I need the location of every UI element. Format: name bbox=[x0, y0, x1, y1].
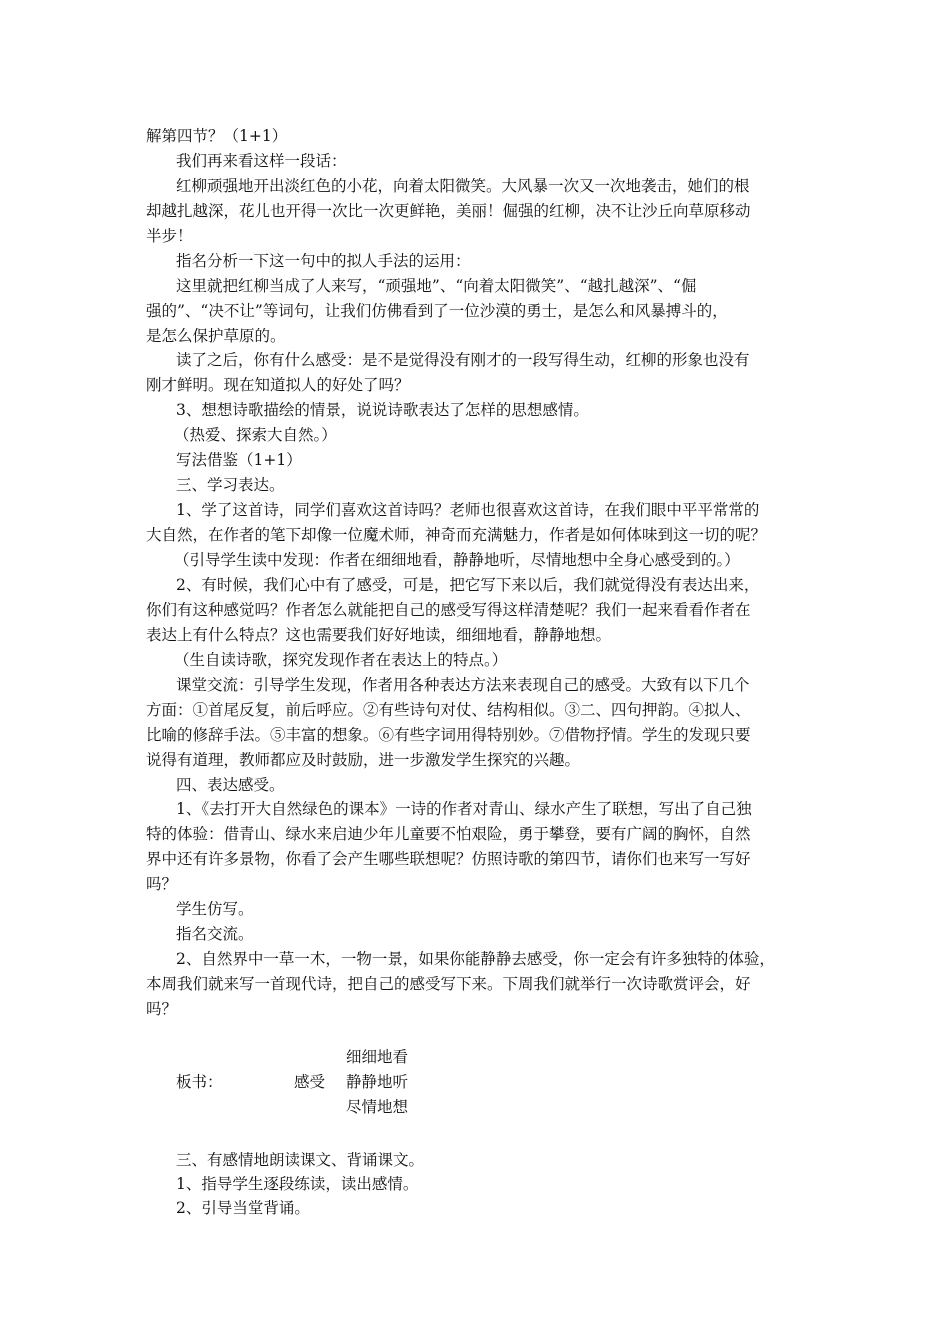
paragraph: 方面：①首尾反复，前后呼应。②有些诗句对仗、结构相似。③二、四句押韵。④拟人、 bbox=[146, 701, 751, 719]
paragraph: （引导学生读中发现：作者在细细地看，静静地听，尽情地想中全身心感受到的。） bbox=[174, 551, 740, 569]
paragraph: 半步！ bbox=[146, 227, 193, 245]
blackboard-item: 细细地看 bbox=[346, 1048, 409, 1066]
paragraph: 四、表达感受。 bbox=[176, 776, 285, 794]
paragraph: 课堂交流：引导学生发现，作者用各种表达方法来表现自己的感受。大致有以下几个 bbox=[176, 676, 750, 694]
paragraph: 指名分析一下这一句中的拟人手法的运用： bbox=[176, 252, 471, 270]
blackboard-center: 感受 bbox=[294, 1073, 326, 1091]
paragraph: 2、有时候，我们心中有了感受，可是，把它写下来以后，我们就觉得没有表达出来， bbox=[176, 576, 760, 594]
paragraph: 这里就把红柳当成了人来写，“顽强地”、“向着太阳微笑”、“越扎越深”、“倔 bbox=[176, 277, 697, 295]
paragraph: 我们再来看这样一段话： bbox=[176, 152, 347, 170]
closing-line: 1、指导学生逐段练读，读出感情。 bbox=[176, 1175, 419, 1193]
paragraph: 学生仿写。 bbox=[176, 900, 254, 918]
paragraph: （热爱、探索大自然。） bbox=[174, 426, 337, 444]
paragraph: 红柳顽强地开出淡红色的小花，向着太阳微笑。大风暴一次又一次地袭击，她们的根 bbox=[176, 177, 750, 195]
paragraph: （生自读诗歌，探究发现作者在表达上的特点。） bbox=[174, 651, 508, 669]
closing-line: 2、引导当堂背诵。 bbox=[176, 1199, 310, 1217]
paragraph: 吗？ bbox=[146, 1000, 178, 1018]
paragraph: 强的”、“决不让”等词句，让我们仿佛看到了一位沙漠的勇士，是怎么和风暴搏斗的， bbox=[146, 302, 728, 320]
paragraph: 界中还有许多景物，你看了会产生哪些联想呢？仿照诗歌的第四节，请你们也来写一写好 bbox=[146, 850, 751, 868]
paragraph: 说得有道理，教师都应及时鼓励，进一步激发学生探究的兴趣。 bbox=[146, 751, 581, 769]
paragraph: 1、《去打开大自然绿色的课本》一诗的作者对青山、绿水产生了联想，写出了自己独 bbox=[176, 800, 752, 818]
paragraph: 刚才鲜明。现在知道拟人的好处了吗？ bbox=[146, 376, 410, 394]
blackboard-item: 静静地听 bbox=[346, 1073, 409, 1091]
paragraph: 吗？ bbox=[146, 875, 178, 893]
paragraph: 读了之后，你有什么感受：是不是觉得没有刚才的一段写得生动，红柳的形象也没有 bbox=[176, 351, 750, 369]
closing-line: 三、有感情地朗读课文、背诵课文。 bbox=[176, 1151, 425, 1169]
paragraph: 本周我们就来写一首现代诗，把自己的感受写下来。下周我们就举行一次诗歌赏评会，好 bbox=[146, 975, 751, 993]
paragraph: 是怎么保护草原的。 bbox=[146, 327, 286, 345]
paragraph: 大自然，在作者的笔下却像一位魔术师，神奇而充满魅力，作者是如何体味到这一切的呢？ bbox=[146, 526, 767, 544]
paragraph: 写法借鉴（1+1） bbox=[176, 451, 302, 469]
blackboard-label: 板书： bbox=[176, 1073, 223, 1091]
paragraph: 三、学习表达。 bbox=[176, 476, 285, 494]
paragraph: 你们有这种感觉吗？作者怎么就能把自己的感受写得这样清楚呢？我们一起来看看作者在 bbox=[146, 601, 751, 619]
paragraph: 解第四节？（1+1） bbox=[146, 127, 288, 145]
paragraph: 2、自然界中一草一木，一物一景，如果你能静静去感受，你一定会有许多独特的体验， bbox=[176, 950, 775, 968]
paragraph: 1、学了这首诗，同学们喜欢这首诗吗？老师也很喜欢这首诗，在我们眼中平平常常的 bbox=[176, 501, 760, 519]
paragraph: 表达上有什么特点？这也需要我们好好地读，细细地看，静静地想。 bbox=[146, 626, 612, 644]
paragraph: 比喻的修辞手法。⑤丰富的想象。⑥有些字词用得特别妙。⑦借物抒情。学生的发现只要 bbox=[146, 726, 751, 744]
paragraph: 却越扎越深，花儿也开得一次比一次更鲜艳，美丽！倔强的红柳，决不让沙丘向草原移动 bbox=[146, 202, 751, 220]
paragraph: 指名交流。 bbox=[176, 925, 254, 943]
blackboard-item: 尽情地想 bbox=[346, 1098, 409, 1116]
paragraph: 特的体验：借青山、绿水来启迪少年儿童要不怕艰险，勇于攀登，要有广阔的胸怀，自然 bbox=[146, 825, 751, 843]
paragraph: 3、想想诗歌描绘的情景，说说诗歌表达了怎样的思想感情。 bbox=[176, 401, 589, 419]
